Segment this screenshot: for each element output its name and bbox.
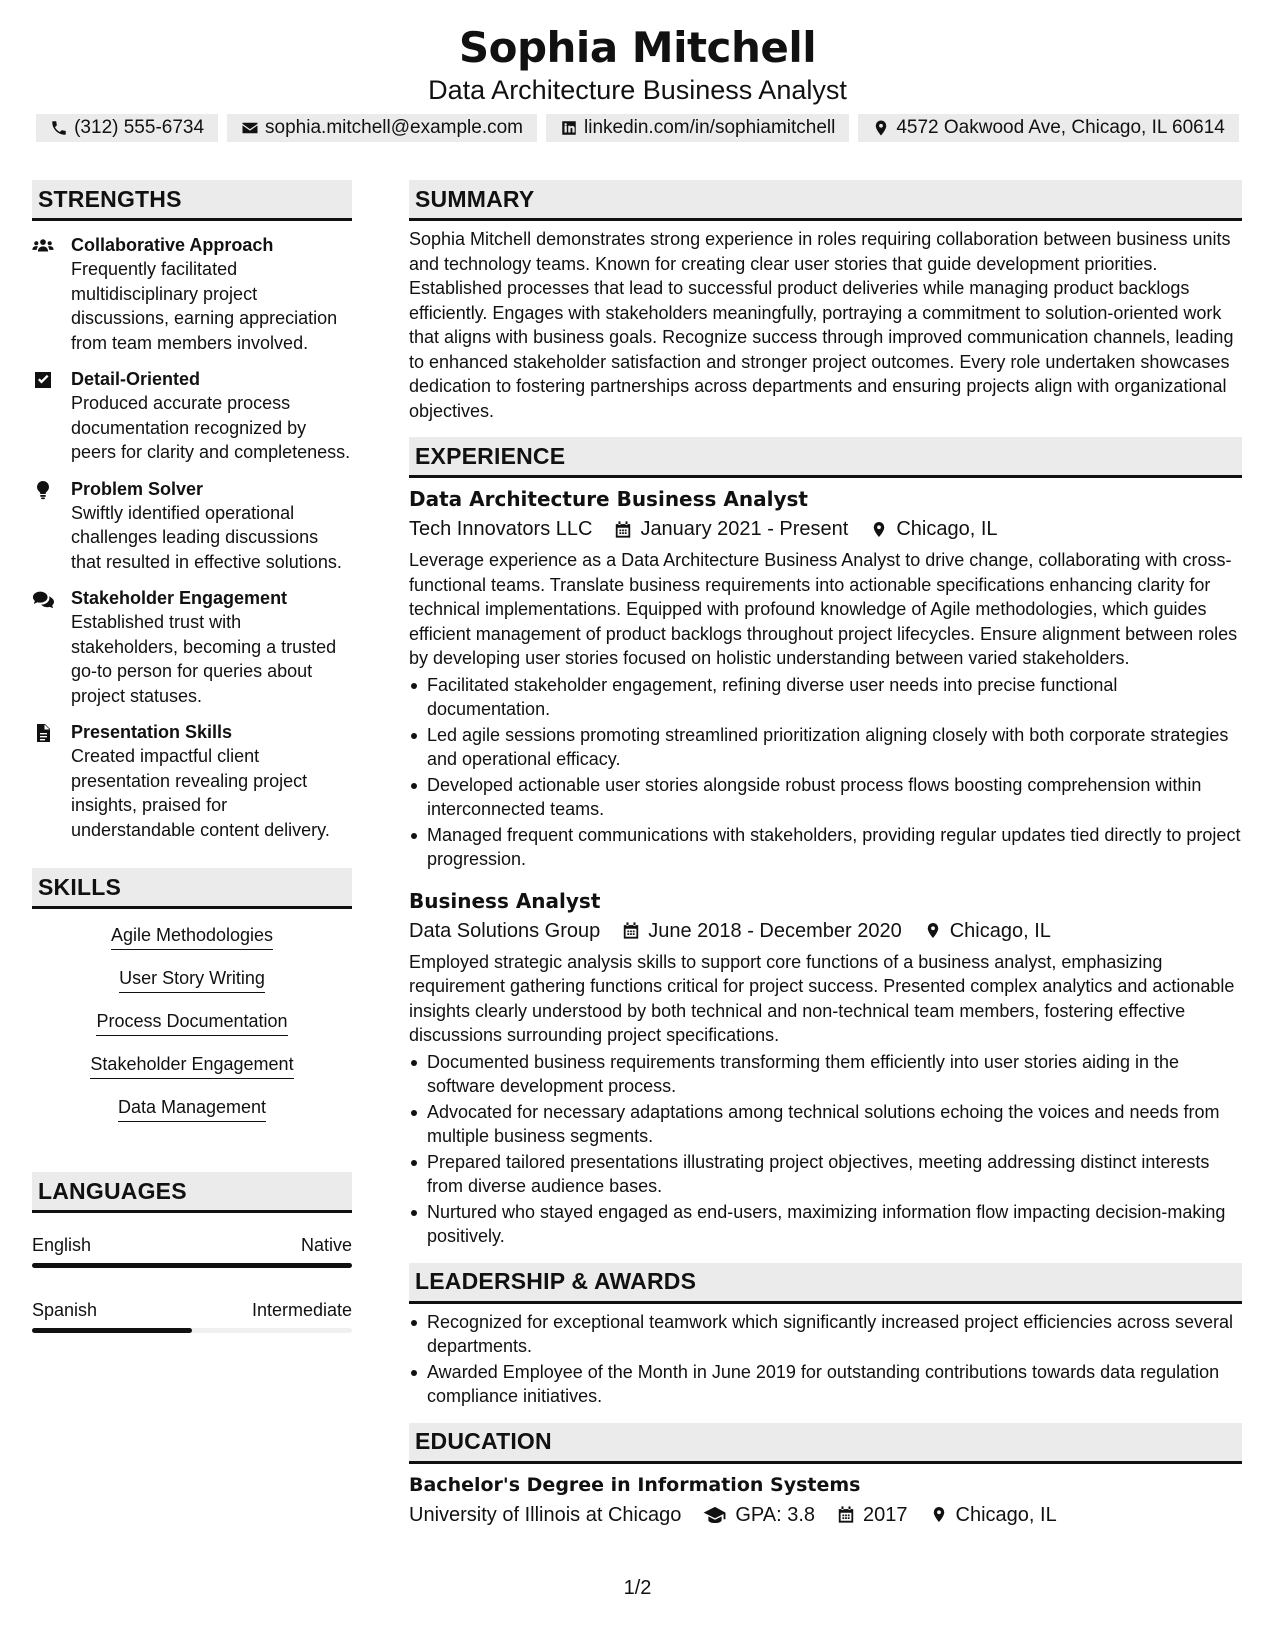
strength-title: Collaborative Approach	[71, 235, 274, 255]
map-pin-icon	[870, 520, 888, 539]
bullet-item: Facilitated stakeholder engagement, refining diverse user needs into precise functional documentation.	[409, 673, 1242, 722]
graduation-cap-icon	[703, 1505, 727, 1524]
job-dates: January 2021 - Present	[640, 518, 849, 540]
strength-title: Presentation Skills	[71, 722, 233, 742]
edu-degree: Bachelor's Degree in Information Systems	[409, 1473, 861, 1496]
comments-icon	[32, 589, 54, 609]
address-text: 4572 Oakwood Ave, Chicago, IL 60614	[896, 117, 1225, 138]
language-level: Intermediate	[251, 1300, 352, 1320]
skill-tag: Agile Methodologies	[111, 923, 273, 950]
skill-tag: Data Management	[118, 1095, 266, 1122]
candidate-name: Sophia Mitchell	[458, 23, 817, 72]
leadership-heading: LEADERSHIP & AWARDS	[409, 1263, 1242, 1304]
strength-item	[32, 367, 352, 465]
summary-text: Sophia Mitchell demonstrates strong experience in roles requiring collaboration between business units and technology teams. Known for creating clear user stories that guide development priorities. Established processes that lead to successful product deliveries while managing product backlogs efficiently. Engages with stakeholders meaningfully, portraying a commitment to solution-oriented work that aligns with business goals. Recognize success through improved communication channels, leading to enhanced stakeholder satisfaction and stronger project outcomes. Every role undertaken showcases dedication to fostering partnerships across departments and ensuring projects align with organizational objectives.	[409, 229, 1234, 421]
skill-tag: User Story Writing	[119, 966, 265, 993]
bullet-item: Documented business requirements transforming them efficiently into user stories aiding in the software development process.	[409, 1050, 1242, 1099]
language-proficiency-bar	[32, 1328, 352, 1333]
languages-heading: LANGUAGES	[32, 1172, 352, 1213]
job-role: Data Architecture Business Analyst	[409, 487, 808, 511]
strength-desc: Swiftly identified operational challenges leading discussions that resulted in effective solutions.	[71, 502, 342, 572]
edu-gpa: GPA: 3.8	[735, 1503, 816, 1526]
email-text: sophia.mitchell@example.com	[265, 117, 523, 138]
language-proficiency-fill	[32, 1263, 352, 1268]
leadership-list	[409, 1310, 1242, 1409]
bullet-item: Developed actionable user stories alongside robust process flows boosting comprehension within interconnected teams.	[409, 773, 1242, 822]
job-entry	[409, 484, 1242, 872]
edu-location: Chicago, IL	[955, 1503, 1057, 1526]
language-level: Native	[300, 1235, 352, 1255]
award-item: Recognized for exceptional teamwork which significantly increased project efficiencies across several departments.	[409, 1310, 1242, 1359]
education-heading: EDUCATION	[409, 1423, 1242, 1464]
skill-tag: Stakeholder Engagement	[90, 1052, 293, 1079]
document-icon	[32, 723, 54, 743]
bullet-item: Advocated for necessary adaptations among technical solutions echoing the voices and needs from multiple business segments.	[409, 1100, 1242, 1149]
job-meta	[409, 514, 1242, 544]
job-description: Leverage experience as a Data Architecture Business Analyst to drive change, collaborating with cross-functional teams. Translate business requirements into actionable specifications enhancing clarity for technical implementations. Equipped with profound knowledge of Agile methodologies, which guides efficient management of product backlogs throughout project lifecycles. Ensure alignment between roles by developing user stories focused on holistic understanding between varied stakeholders.	[409, 550, 1238, 668]
language-item	[32, 1233, 352, 1268]
job-company: Data Solutions Group	[409, 919, 601, 942]
strength-item	[32, 586, 352, 708]
edu-school: University of Illinois at Chicago	[409, 1503, 682, 1526]
lightbulb-icon	[32, 480, 54, 500]
left-column	[32, 180, 352, 1333]
checkbox-icon	[32, 370, 54, 390]
bullet-item: Prepared tailored presentations illustrating project objectives, meeting addressing distinct interests from diverse audience bases.	[409, 1150, 1242, 1199]
award-item: Awarded Employee of the Month in June 2019 for outstanding contributions towards data regulation compliance initiatives.	[409, 1360, 1242, 1409]
strengths-list	[32, 233, 352, 842]
job-meta	[409, 916, 1242, 946]
experience-heading: EXPERIENCE	[409, 437, 1242, 478]
contact-bar	[0, 114, 1275, 142]
strength-item	[32, 233, 352, 355]
strength-title: Detail-Oriented	[71, 369, 201, 389]
job-dates: June 2018 - December 2020	[648, 919, 902, 942]
strength-title: Problem Solver	[71, 478, 204, 499]
users-icon	[32, 236, 54, 256]
strength-item	[32, 477, 352, 575]
calendar-icon	[614, 520, 632, 539]
strength-desc: Frequently facilitated multidisciplinary project discussions, earning appreciation from team members involved.	[71, 259, 338, 353]
language-proficiency-bar	[32, 1263, 352, 1268]
page-number: 1/2	[623, 1577, 652, 1599]
languages-section	[32, 1172, 352, 1333]
contact-linkedin[interactable]	[546, 114, 849, 142]
job-role: Business Analyst	[409, 888, 601, 913]
job-location: Chicago, IL	[896, 518, 998, 540]
job-entry	[409, 886, 1242, 1249]
strength-desc: Created impactful client presentation revealing project insights, praised for understandable content delivery.	[71, 746, 330, 840]
job-location: Chicago, IL	[949, 919, 1051, 942]
map-pin-icon	[872, 119, 890, 137]
bullet-item: Nurtured who stayed engaged as end-users, maximizing information flow impacting decision-making positively.	[409, 1200, 1242, 1249]
phone-icon	[50, 119, 68, 137]
candidate-title: Data Architecture Business Analyst	[428, 75, 847, 105]
edu-meta	[409, 1500, 1242, 1530]
skills-section	[32, 868, 352, 1138]
language-proficiency-fill	[32, 1328, 192, 1333]
bullet-item: Managed frequent communications with stakeholders, providing regular updates tied directly to project progression.	[409, 823, 1242, 872]
map-pin-icon	[930, 1505, 948, 1524]
right-column	[409, 180, 1242, 1534]
calendar-icon	[837, 1505, 855, 1524]
strength-desc: Produced accurate process documentation recognized by peers for clarity and completeness.	[71, 393, 351, 462]
job-description: Employed strategic analysis skills to support core functions of a business analyst, emphasizing requirement gathering functions critical for project success. Presented complex analytics and actionable insights clearly understood by both technical and non-technical team members, fostering effective discussions surrounding project specifications.	[409, 951, 1235, 1045]
calendar-icon	[622, 921, 640, 940]
contact-address	[858, 114, 1239, 142]
language-name: Spanish	[32, 1300, 98, 1320]
map-pin-icon	[924, 921, 942, 940]
strengths-heading: STRENGTHS	[32, 180, 352, 221]
strength-title: Stakeholder Engagement	[71, 588, 288, 608]
edu-year: 2017	[863, 1503, 908, 1526]
job-bullets	[409, 1050, 1242, 1249]
bullet-item: Led agile sessions promoting streamlined prioritization aligning closely with both corporate strategies and operational efficacy.	[409, 723, 1242, 772]
skills-list	[32, 909, 352, 1138]
linkedin-icon	[560, 119, 578, 137]
skill-tag: Process Documentation	[96, 1009, 287, 1036]
job-company: Tech Innovators LLC	[409, 518, 593, 540]
language-item	[32, 1298, 352, 1333]
language-name: English	[32, 1235, 92, 1255]
skills-heading: SKILLS	[32, 868, 352, 909]
strength-desc: Established trust with stakeholders, becoming a trusted go-to person for queries about project statuses.	[71, 612, 337, 706]
linkedin-text: linkedin.com/in/sophiamitchell	[584, 117, 836, 138]
envelope-icon	[241, 119, 259, 137]
contact-phone[interactable]	[36, 114, 218, 142]
resume-header	[0, 22, 1275, 106]
strength-item	[32, 720, 352, 842]
summary-heading: SUMMARY	[409, 180, 1242, 221]
job-bullets	[409, 673, 1242, 872]
contact-email[interactable]	[227, 114, 537, 142]
phone-text: (312) 555-6734	[74, 117, 205, 138]
